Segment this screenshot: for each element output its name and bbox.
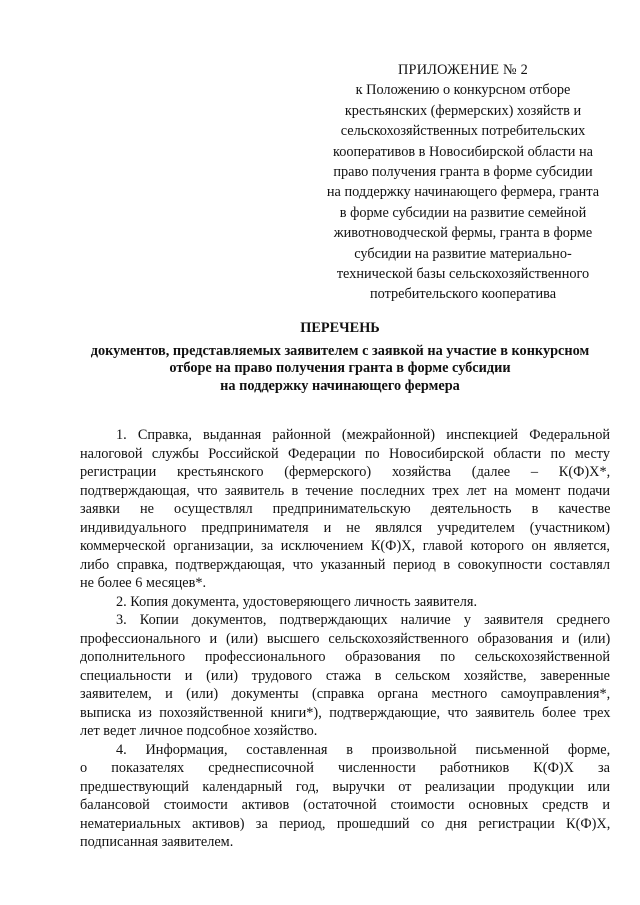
- heading-line: отборе на право получения гранта в форме субсидии: [169, 360, 511, 376]
- appendix-line: животноводческой фермы, гранта в форме: [333, 225, 593, 242]
- text-line: лет ведет личное подсобное хозяйство.: [80, 723, 318, 739]
- text-line: нематериальных активов) за период, прошедший со дня регистрации К(Ф)Х,: [80, 815, 611, 832]
- document-body: [80, 426, 610, 852]
- text-line: подтверждающая, что заявитель в течение последних трех лет на момент подачи: [80, 482, 610, 499]
- list-item-4: [80, 741, 610, 852]
- text-line: не более 6 месяцев*.: [80, 575, 207, 591]
- list-item-1: [80, 426, 610, 593]
- text-line: заявителем, и (или) документы (справка органа местного самоуправления*,: [80, 686, 611, 702]
- appendix-line: крестьянских (фермерских) хозяйств и: [344, 102, 582, 119]
- appendix-line: технической базы сельскохозяйственного: [336, 266, 590, 283]
- appendix-line: сельскохозяйственных потребительских: [340, 123, 586, 140]
- text-line: 2. Копия документа, удостоверяющего личность заявителя.: [116, 593, 478, 610]
- text-line: предшествующий календарный год, выручки от реализации продукции или: [80, 778, 610, 795]
- heading-line: на поддержку начинающего фермера: [220, 377, 460, 394]
- appendix-line: на поддержку начинающего фермера, гранта: [326, 184, 600, 201]
- text-line: подписанная заявителем.: [80, 834, 234, 850]
- text-line: 1. Справка, выданная районной (межрайонной) инспекцией Федеральной: [116, 427, 610, 443]
- appendix-line: к Положению о конкурсном отборе: [355, 82, 571, 99]
- text-line: коммерческой организации, за исключением К(Ф)Х, главой которого он является,: [80, 538, 610, 554]
- heading-line: документов, представляемых заявителем с заявкой на участие в конкурсном: [90, 342, 590, 359]
- text-line: налоговой службы Российской Федерации по Новосибирской области по месту: [80, 445, 610, 462]
- text-line: регистрации крестьянского (фермерского) хозяйства (далее – К(Ф)Х*,: [80, 464, 611, 480]
- text-line: балансовой стоимости активов (остаточной стоимости основных средств и: [80, 797, 610, 813]
- text-line: о показателях среднесписочной численности работников К(Ф)Х за: [80, 760, 611, 776]
- text-line: 3. Копии документов, подтверждающих наличие у заявителя среднего: [116, 612, 610, 628]
- text-line: 4. Информация, составленная в произвольной письменной форме,: [116, 741, 611, 758]
- appendix-title: ПРИЛОЖЕНИЕ № 2: [398, 62, 528, 78]
- text-line: специальности и (или) трудового стажа в сельском хозяйстве, заверенные: [80, 667, 610, 684]
- text-line: индивидуального предпринимателя и не являлся учредителем (участником): [80, 519, 610, 536]
- list-item-3: [80, 611, 610, 741]
- appendix-block: [318, 60, 608, 305]
- appendix-line: кооперативов в Новосибирской области на: [333, 143, 593, 160]
- appendix-line: право получения гранта в форме субсидии: [333, 164, 593, 181]
- text-line: либо справка, подтверждающая, что указанный период в совокупности составлял: [80, 556, 610, 573]
- appendix-line: потребительского кооператива: [369, 286, 557, 303]
- appendix-line: в форме субсидии на развитие семейной: [339, 204, 587, 221]
- appendix-line: субсидии на развитие материально-: [354, 245, 572, 262]
- text-line: выписка из похозяйственной книги*), подтверждающие, что заявитель более трех: [80, 704, 611, 721]
- text-line: дополнительного профессионального образования по сельскохозяйственной: [80, 649, 610, 665]
- text-line: профессионального и (или) высшего сельскохозяйственного образования и (или): [80, 630, 611, 647]
- list-item-2: [80, 593, 610, 612]
- document-heading: [60, 320, 620, 395]
- text-line: заявки не осуществлял предпринимательскую деятельность в качестве: [80, 501, 611, 517]
- heading-title: ПЕРЕЧЕНЬ: [300, 320, 380, 336]
